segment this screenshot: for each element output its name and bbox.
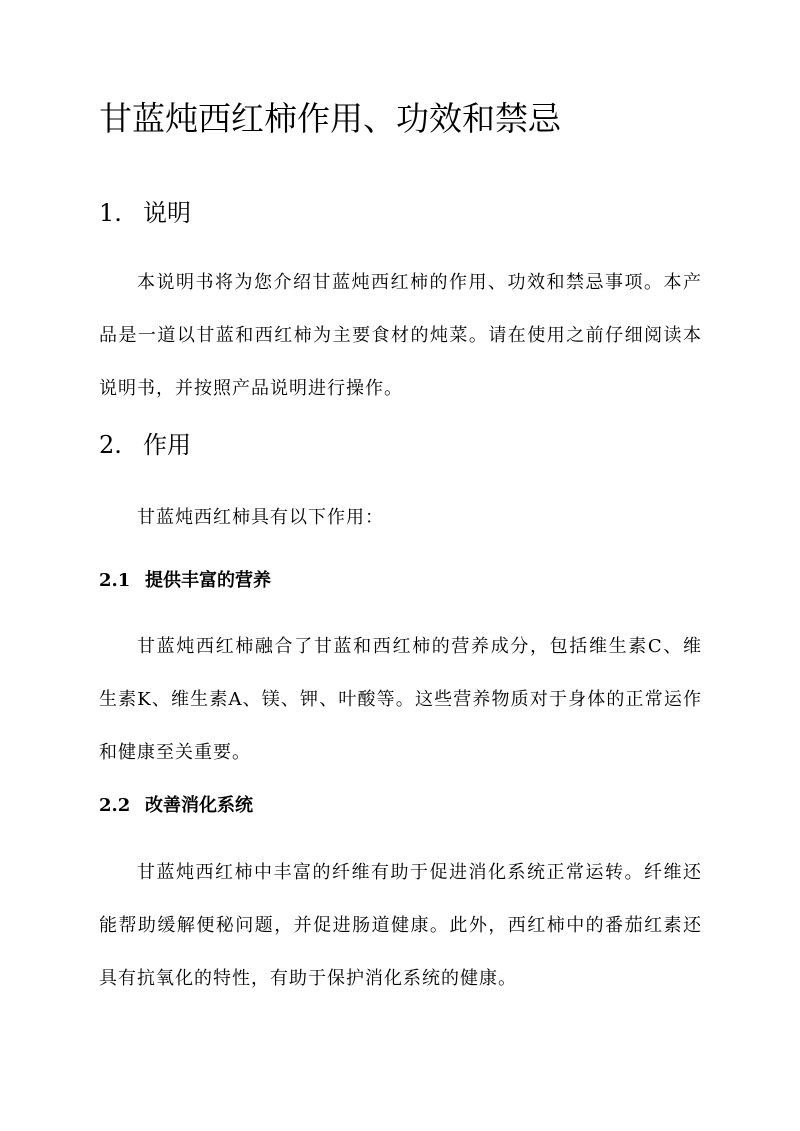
subsection-number: 2.1 [99,570,131,591]
subsection-paragraph: 甘蓝炖西红柿中丰富的纤维有助于促进消化系统正常运转。纤维还能帮助缓解便秘问题，并促进肠道健康。此外，西红柿中的番茄红素还具有抗氧化的特性，有助于保护消化系统的健康。 [99,862,702,989]
subsection-heading-text: 改善消化系统 [145,795,253,816]
section-heading-text: 说明 [143,199,191,227]
subsection-heading-text: 提供丰富的营养 [145,570,271,591]
subsection-number: 2.2 [99,795,131,816]
section-heading [99,195,191,231]
document-title: 甘蓝炖西红柿作用、功效和禁忌 [99,99,561,138]
section-heading-text: 作用 [143,431,191,459]
subsection-paragraph: 甘蓝炖西红柿融合了甘蓝和西红柿的营养成分，包括维生素C、维生素K、维生素A、镁、钾、叶酸等。这些营养物质对于身体的正常运作和健康至关重要。 [99,636,702,763]
section-number: 2. [99,431,122,459]
section-heading [99,427,191,463]
subsection-heading [99,792,253,820]
section-paragraph: 本说明书将为您介绍甘蓝炖西红柿的作用、功效和禁忌事项。本产品是一道以甘蓝和西红柿为主要食材的炖菜。请在使用之前仔细阅读本说明书，并按照产品说明进行操作。 [99,272,702,399]
subsection-heading [99,567,271,595]
section-paragraph: 甘蓝炖西红柿具有以下作用： [137,507,384,528]
section-number: 1. [99,199,122,227]
